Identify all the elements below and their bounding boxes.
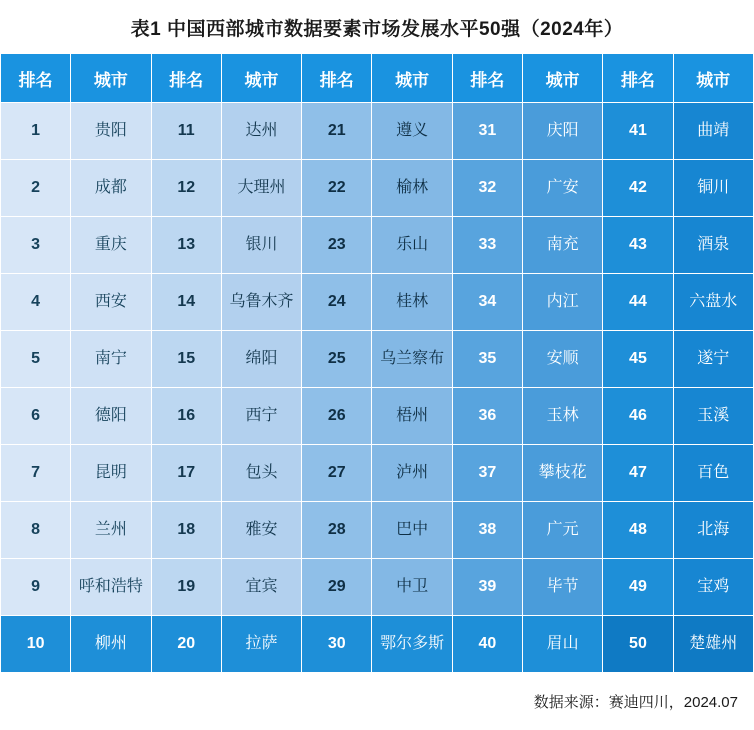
cell-rank: 43 <box>603 217 673 274</box>
cell-rank: 47 <box>603 445 673 502</box>
cell-rank: 28 <box>302 502 372 559</box>
cell-rank: 49 <box>603 559 673 616</box>
cell-city: 榆林 <box>372 160 452 217</box>
table-row <box>1 217 754 274</box>
cell-city: 曲靖 <box>673 103 753 160</box>
cell-city: 梧州 <box>372 388 452 445</box>
cell-rank: 21 <box>302 103 372 160</box>
cell-rank: 31 <box>452 103 522 160</box>
cell-city: 六盘水 <box>673 274 753 331</box>
cell-rank: 22 <box>302 160 372 217</box>
cell-city: 达州 <box>221 103 301 160</box>
cell-rank: 48 <box>603 502 673 559</box>
table-row <box>1 103 754 160</box>
cell-rank: 38 <box>452 502 522 559</box>
cell-rank: 3 <box>1 217 71 274</box>
cell-city: 大理州 <box>221 160 301 217</box>
cell-rank: 41 <box>603 103 673 160</box>
cell-city: 贵阳 <box>71 103 151 160</box>
cell-city: 呼和浩特 <box>71 559 151 616</box>
column-header-city-3: 城市 <box>372 54 452 103</box>
table-row <box>1 274 754 331</box>
cell-rank: 8 <box>1 502 71 559</box>
cell-city: 广元 <box>523 502 603 559</box>
cell-city: 庆阳 <box>523 103 603 160</box>
cell-rank: 9 <box>1 559 71 616</box>
column-header-rank-3: 排名 <box>302 54 372 103</box>
cell-rank: 5 <box>1 331 71 388</box>
cell-rank: 46 <box>603 388 673 445</box>
cell-rank: 19 <box>151 559 221 616</box>
cell-city: 宝鸡 <box>673 559 753 616</box>
table-row <box>1 502 754 559</box>
cell-city: 拉萨 <box>221 616 301 673</box>
cell-city: 兰州 <box>71 502 151 559</box>
table-row <box>1 160 754 217</box>
column-header-city-5: 城市 <box>673 54 753 103</box>
cell-city: 包头 <box>221 445 301 502</box>
cell-city: 柳州 <box>71 616 151 673</box>
table-row <box>1 445 754 502</box>
column-header-city-4: 城市 <box>523 54 603 103</box>
cell-city: 玉林 <box>523 388 603 445</box>
cell-rank: 16 <box>151 388 221 445</box>
cell-rank: 12 <box>151 160 221 217</box>
cell-rank: 11 <box>151 103 221 160</box>
cell-rank: 20 <box>151 616 221 673</box>
column-header-city-2: 城市 <box>221 54 301 103</box>
cell-city: 雅安 <box>221 502 301 559</box>
cell-city: 鄂尔多斯 <box>372 616 452 673</box>
cell-city: 乌兰察布 <box>372 331 452 388</box>
column-header-rank-4: 排名 <box>452 54 522 103</box>
cell-city: 银川 <box>221 217 301 274</box>
column-header-rank-5: 排名 <box>603 54 673 103</box>
column-header-city-1: 城市 <box>71 54 151 103</box>
cell-rank: 35 <box>452 331 522 388</box>
cell-city: 乌鲁木齐 <box>221 274 301 331</box>
cell-city: 西宁 <box>221 388 301 445</box>
cell-city: 遂宁 <box>673 331 753 388</box>
cell-rank: 40 <box>452 616 522 673</box>
cell-rank: 7 <box>1 445 71 502</box>
cell-rank: 29 <box>302 559 372 616</box>
cell-rank: 30 <box>302 616 372 673</box>
cell-city: 中卫 <box>372 559 452 616</box>
cell-city: 北海 <box>673 502 753 559</box>
cell-rank: 17 <box>151 445 221 502</box>
cell-city: 眉山 <box>523 616 603 673</box>
column-header-rank-1: 排名 <box>1 54 71 103</box>
cell-city: 巴中 <box>372 502 452 559</box>
cell-city: 毕节 <box>523 559 603 616</box>
cell-city: 遵义 <box>372 103 452 160</box>
cell-city: 百色 <box>673 445 753 502</box>
cell-city: 安顺 <box>523 331 603 388</box>
table-body <box>1 103 754 673</box>
cell-rank: 32 <box>452 160 522 217</box>
cell-rank: 13 <box>151 217 221 274</box>
cell-rank: 15 <box>151 331 221 388</box>
cell-city: 重庆 <box>71 217 151 274</box>
cell-rank: 25 <box>302 331 372 388</box>
cell-rank: 14 <box>151 274 221 331</box>
cell-city: 南充 <box>523 217 603 274</box>
column-header-rank-2: 排名 <box>151 54 221 103</box>
cell-rank: 23 <box>302 217 372 274</box>
cell-city: 玉溪 <box>673 388 753 445</box>
cell-rank: 6 <box>1 388 71 445</box>
cell-city: 桂林 <box>372 274 452 331</box>
cell-city: 昆明 <box>71 445 151 502</box>
cell-rank: 33 <box>452 217 522 274</box>
cell-city: 乐山 <box>372 217 452 274</box>
cell-rank: 26 <box>302 388 372 445</box>
table-row <box>1 388 754 445</box>
table-row <box>1 616 754 673</box>
table-row <box>1 331 754 388</box>
cell-rank: 37 <box>452 445 522 502</box>
cell-city: 西安 <box>71 274 151 331</box>
cell-city: 攀枝花 <box>523 445 603 502</box>
cell-city: 楚雄州 <box>673 616 753 673</box>
cell-city: 铜川 <box>673 160 753 217</box>
cell-city: 德阳 <box>71 388 151 445</box>
cell-city: 南宁 <box>71 331 151 388</box>
cell-city: 内江 <box>523 274 603 331</box>
cell-rank: 50 <box>603 616 673 673</box>
cell-rank: 44 <box>603 274 673 331</box>
cell-rank: 24 <box>302 274 372 331</box>
table-row <box>1 559 754 616</box>
cell-city: 宜宾 <box>221 559 301 616</box>
cell-city: 泸州 <box>372 445 452 502</box>
cell-city: 广安 <box>523 160 603 217</box>
cell-rank: 34 <box>452 274 522 331</box>
cell-rank: 18 <box>151 502 221 559</box>
cell-city: 酒泉 <box>673 217 753 274</box>
cell-city: 绵阳 <box>221 331 301 388</box>
cell-rank: 2 <box>1 160 71 217</box>
page-title: 表1 中国西部城市数据要素市场发展水平50强（2024年） <box>130 19 624 40</box>
cell-rank: 10 <box>1 616 71 673</box>
cell-rank: 27 <box>302 445 372 502</box>
cell-rank: 45 <box>603 331 673 388</box>
cell-rank: 1 <box>1 103 71 160</box>
cell-rank: 42 <box>603 160 673 217</box>
cell-rank: 4 <box>1 274 71 331</box>
cell-city: 成都 <box>71 160 151 217</box>
cell-rank: 36 <box>452 388 522 445</box>
table-header-row <box>1 54 754 103</box>
rank-table <box>0 53 754 673</box>
data-source-note: 数据来源：赛迪四川，2024.07 <box>533 694 738 711</box>
cell-rank: 39 <box>452 559 522 616</box>
